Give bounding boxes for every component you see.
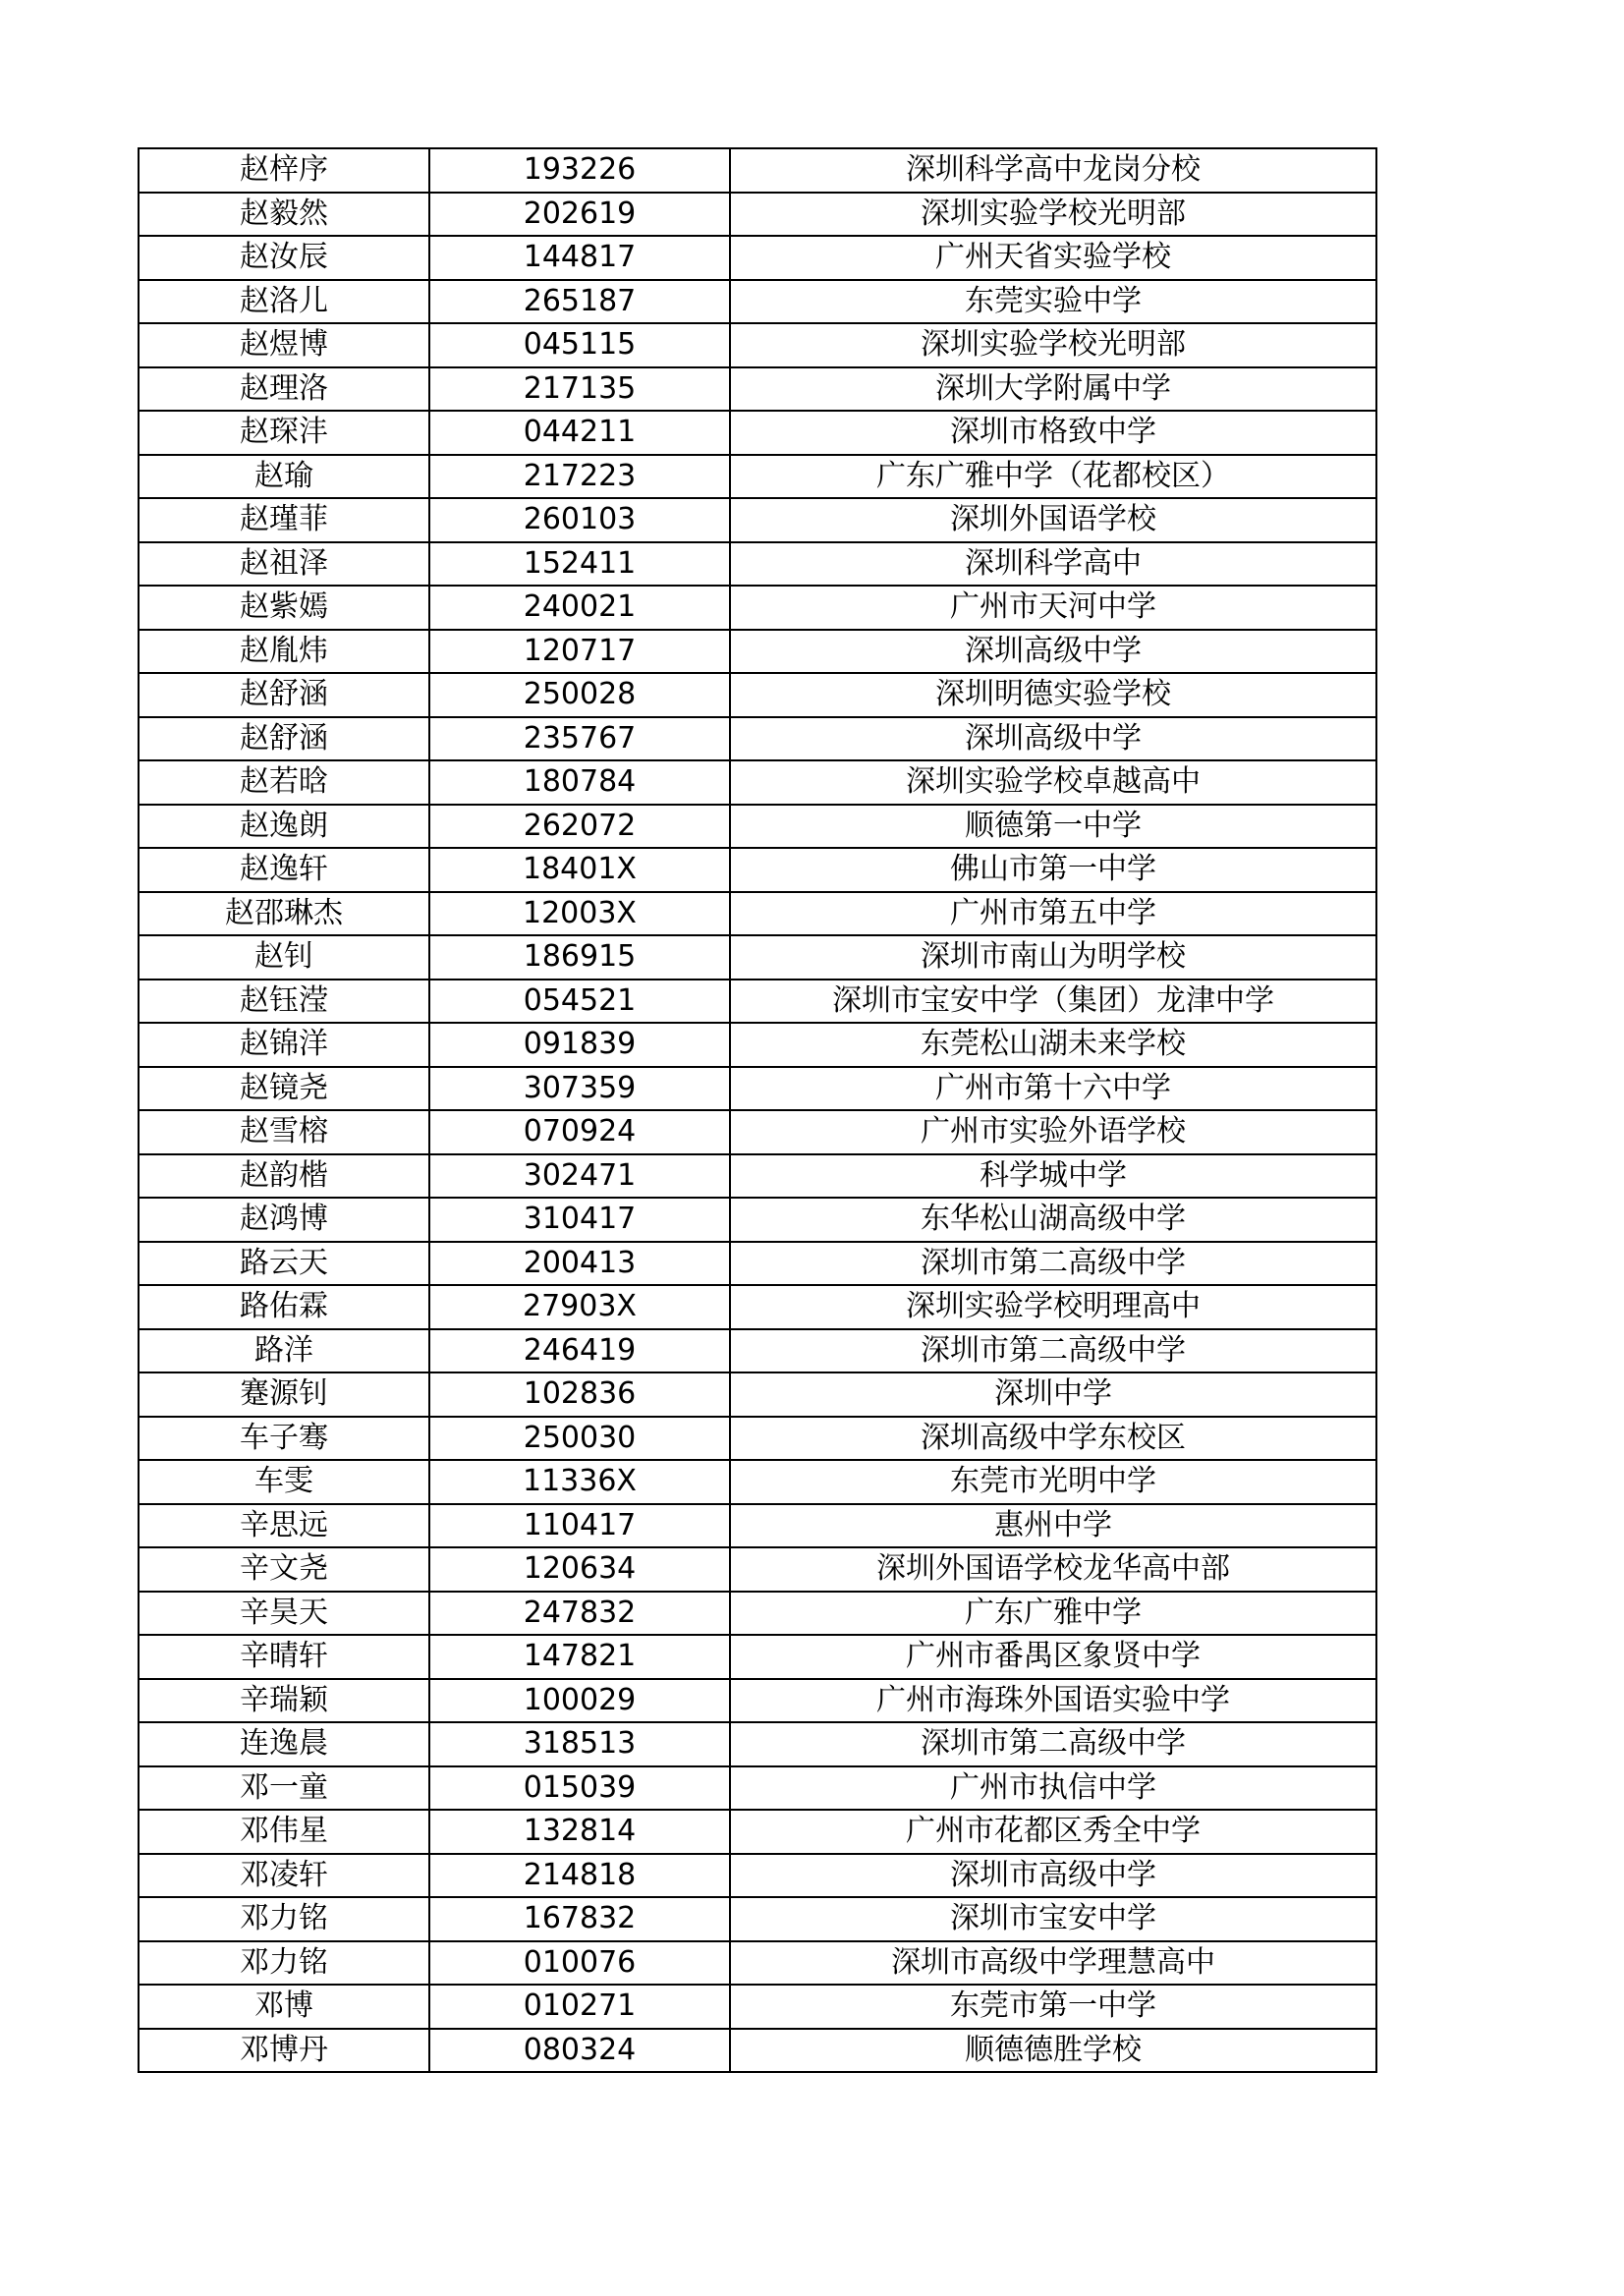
student-name-cell: 辛晴轩 [139, 1635, 429, 1679]
school-name-cell: 深圳实验学校明理高中 [730, 1285, 1376, 1329]
student-id-cell: 265187 [429, 280, 730, 324]
student-id-cell: 235767 [429, 717, 730, 761]
student-id-cell: 260103 [429, 498, 730, 542]
student-name-cell: 赵雪榕 [139, 1110, 429, 1154]
student-name-cell: 赵煜博 [139, 323, 429, 367]
student-name-cell: 赵韵楷 [139, 1154, 429, 1199]
student-name-cell: 邓博 [139, 1985, 429, 2029]
school-name-cell: 东莞松山湖未来学校 [730, 1023, 1376, 1067]
table-row [139, 1810, 1376, 1854]
school-name-cell: 广州市花都区秀全中学 [730, 1810, 1376, 1854]
student-name-cell: 赵胤炜 [139, 630, 429, 674]
student-name-cell: 赵若晗 [139, 760, 429, 805]
student-name-cell: 路洋 [139, 1329, 429, 1373]
school-name-cell: 深圳市格致中学 [730, 411, 1376, 455]
school-name-cell: 深圳中学 [730, 1372, 1376, 1417]
student-id-cell: 246419 [429, 1329, 730, 1373]
student-id-cell: 010076 [429, 1941, 730, 1986]
table-row [139, 455, 1376, 499]
school-name-cell: 深圳市第二高级中学 [730, 1329, 1376, 1373]
school-name-cell: 广州市番禺区象贤中学 [730, 1635, 1376, 1679]
table-row [139, 1023, 1376, 1067]
student-name-cell: 赵理洛 [139, 367, 429, 412]
school-name-cell: 深圳市宝安中学 [730, 1897, 1376, 1941]
student-id-cell: 152411 [429, 542, 730, 587]
student-id-cell: 11336X [429, 1460, 730, 1504]
student-id-cell: 247832 [429, 1592, 730, 1636]
student-id-cell: 262072 [429, 805, 730, 849]
student-name-cell: 车雯 [139, 1460, 429, 1504]
table-row [139, 1897, 1376, 1941]
student-id-cell: 167832 [429, 1897, 730, 1941]
student-id-cell: 044211 [429, 411, 730, 455]
student-id-cell: 102836 [429, 1372, 730, 1417]
table-row [139, 980, 1376, 1024]
table-row [139, 1198, 1376, 1242]
table-row [139, 2029, 1376, 2073]
table-row [139, 673, 1376, 717]
student-name-cell: 赵钰滢 [139, 980, 429, 1024]
student-name-cell: 赵洛儿 [139, 280, 429, 324]
table-row [139, 1154, 1376, 1199]
table-row [139, 1417, 1376, 1461]
school-name-cell: 深圳市宝安中学（集团）龙津中学 [730, 980, 1376, 1024]
student-name-cell: 赵鸿博 [139, 1198, 429, 1242]
school-name-cell: 顺德第一中学 [730, 805, 1376, 849]
school-name-cell: 广东广雅中学 [730, 1592, 1376, 1636]
student-name-cell: 辛瑞颖 [139, 1679, 429, 1723]
table-row [139, 1372, 1376, 1417]
student-name-cell: 赵梓序 [139, 148, 429, 193]
school-name-cell: 东莞市第一中学 [730, 1985, 1376, 2029]
school-name-cell: 深圳实验学校卓越高中 [730, 760, 1376, 805]
student-id-cell: 091839 [429, 1023, 730, 1067]
school-name-cell: 深圳市南山为明学校 [730, 935, 1376, 980]
student-id-cell: 214818 [429, 1854, 730, 1898]
table-row [139, 193, 1376, 237]
table-row [139, 1941, 1376, 1986]
student-id-cell: 202619 [429, 193, 730, 237]
student-name-cell: 赵逸朗 [139, 805, 429, 849]
student-name-cell: 赵紫嫣 [139, 586, 429, 630]
student-id-cell: 144817 [429, 236, 730, 280]
student-id-cell: 27903X [429, 1285, 730, 1329]
student-id-cell: 307359 [429, 1067, 730, 1111]
table-row [139, 1679, 1376, 1723]
student-name-cell: 赵瑜 [139, 455, 429, 499]
table-row [139, 1722, 1376, 1766]
school-name-cell: 深圳高级中学东校区 [730, 1417, 1376, 1461]
student-id-cell: 318513 [429, 1722, 730, 1766]
school-name-cell: 东华松山湖高级中学 [730, 1198, 1376, 1242]
table-row [139, 323, 1376, 367]
student-name-cell: 赵瑾菲 [139, 498, 429, 542]
student-id-cell: 18401X [429, 848, 730, 892]
school-name-cell: 广州市海珠外国语实验中学 [730, 1679, 1376, 1723]
school-name-cell: 深圳市第二高级中学 [730, 1242, 1376, 1286]
student-id-cell: 250028 [429, 673, 730, 717]
school-name-cell: 深圳实验学校光明部 [730, 193, 1376, 237]
school-name-cell: 广东广雅中学（花都校区） [730, 455, 1376, 499]
student-name-cell: 赵钊 [139, 935, 429, 980]
school-name-cell: 广州市第五中学 [730, 892, 1376, 936]
table-row [139, 1242, 1376, 1286]
student-id-cell: 070924 [429, 1110, 730, 1154]
school-name-cell: 深圳市高级中学理慧高中 [730, 1941, 1376, 1986]
school-name-cell: 深圳明德实验学校 [730, 673, 1376, 717]
school-name-cell: 深圳市高级中学 [730, 1854, 1376, 1898]
table-row [139, 630, 1376, 674]
student-name-cell: 赵舒涵 [139, 673, 429, 717]
student-id-cell: 100029 [429, 1679, 730, 1723]
school-name-cell: 广州天省实验学校 [730, 236, 1376, 280]
table-row [139, 1766, 1376, 1811]
school-name-cell: 东莞实验中学 [730, 280, 1376, 324]
student-name-cell: 邓力铭 [139, 1897, 429, 1941]
school-name-cell: 广州市天河中学 [730, 586, 1376, 630]
student-name-cell: 邓力铭 [139, 1941, 429, 1986]
table-row [139, 1592, 1376, 1636]
student-name-cell: 路佑霖 [139, 1285, 429, 1329]
school-name-cell: 深圳外国语学校 [730, 498, 1376, 542]
school-name-cell: 深圳高级中学 [730, 630, 1376, 674]
table-row [139, 717, 1376, 761]
student-id-cell: 080324 [429, 2029, 730, 2073]
table-row [139, 411, 1376, 455]
student-table [138, 147, 1377, 2073]
student-name-cell: 辛文尧 [139, 1547, 429, 1592]
school-name-cell: 顺德德胜学校 [730, 2029, 1376, 2073]
student-id-cell: 250030 [429, 1417, 730, 1461]
student-name-cell: 邓伟星 [139, 1810, 429, 1854]
student-id-cell: 010271 [429, 1985, 730, 2029]
student-id-cell: 302471 [429, 1154, 730, 1199]
table-row [139, 760, 1376, 805]
student-name-cell: 辛昊天 [139, 1592, 429, 1636]
student-id-cell: 12003X [429, 892, 730, 936]
table-row [139, 542, 1376, 587]
school-name-cell: 东莞市光明中学 [730, 1460, 1376, 1504]
table-row [139, 848, 1376, 892]
student-name-cell: 赵毅然 [139, 193, 429, 237]
table-row [139, 236, 1376, 280]
student-name-cell: 辛思远 [139, 1504, 429, 1548]
school-name-cell: 深圳高级中学 [730, 717, 1376, 761]
student-name-cell: 赵琛沣 [139, 411, 429, 455]
table-row [139, 1635, 1376, 1679]
student-id-cell: 193226 [429, 148, 730, 193]
student-name-cell: 赵舒涵 [139, 717, 429, 761]
student-id-cell: 240021 [429, 586, 730, 630]
student-id-cell: 132814 [429, 1810, 730, 1854]
school-name-cell: 惠州中学 [730, 1504, 1376, 1548]
student-name-cell: 赵锦洋 [139, 1023, 429, 1067]
table-row [139, 1854, 1376, 1898]
student-name-cell: 邓博丹 [139, 2029, 429, 2073]
table-row [139, 148, 1376, 193]
table-row [139, 892, 1376, 936]
student-name-cell: 赵汝辰 [139, 236, 429, 280]
table-row [139, 805, 1376, 849]
school-name-cell: 深圳科学高中 [730, 542, 1376, 587]
school-name-cell: 广州市第十六中学 [730, 1067, 1376, 1111]
student-id-cell: 180784 [429, 760, 730, 805]
school-name-cell: 深圳大学附属中学 [730, 367, 1376, 412]
school-name-cell: 深圳外国语学校龙华高中部 [730, 1547, 1376, 1592]
student-id-cell: 217223 [429, 455, 730, 499]
student-id-cell: 120634 [429, 1547, 730, 1592]
table-row [139, 1985, 1376, 2029]
table-row [139, 1285, 1376, 1329]
student-name-cell: 路云天 [139, 1242, 429, 1286]
table-row [139, 935, 1376, 980]
table-row [139, 367, 1376, 412]
student-name-cell: 连逸晨 [139, 1722, 429, 1766]
student-id-cell: 120717 [429, 630, 730, 674]
student-name-cell: 赵邵琳杰 [139, 892, 429, 936]
table-row [139, 586, 1376, 630]
student-name-cell: 赵逸轩 [139, 848, 429, 892]
table-row [139, 1110, 1376, 1154]
table-body [139, 148, 1376, 2072]
table-row [139, 280, 1376, 324]
student-name-cell: 赵镜尧 [139, 1067, 429, 1111]
student-name-cell: 赵祖泽 [139, 542, 429, 587]
school-name-cell: 广州市执信中学 [730, 1766, 1376, 1811]
student-name-cell: 邓凌轩 [139, 1854, 429, 1898]
student-id-cell: 200413 [429, 1242, 730, 1286]
table-row [139, 1460, 1376, 1504]
school-name-cell: 深圳市第二高级中学 [730, 1722, 1376, 1766]
student-name-cell: 蹇源钊 [139, 1372, 429, 1417]
student-id-cell: 217135 [429, 367, 730, 412]
student-id-cell: 054521 [429, 980, 730, 1024]
student-name-cell: 车子骞 [139, 1417, 429, 1461]
student-name-cell: 邓一童 [139, 1766, 429, 1811]
student-id-cell: 015039 [429, 1766, 730, 1811]
table-row [139, 1067, 1376, 1111]
table-row [139, 1547, 1376, 1592]
school-name-cell: 科学城中学 [730, 1154, 1376, 1199]
student-id-cell: 045115 [429, 323, 730, 367]
table-row [139, 1504, 1376, 1548]
table-row [139, 1329, 1376, 1373]
school-name-cell: 佛山市第一中学 [730, 848, 1376, 892]
student-id-cell: 186915 [429, 935, 730, 980]
student-id-cell: 110417 [429, 1504, 730, 1548]
student-id-cell: 147821 [429, 1635, 730, 1679]
school-name-cell: 深圳科学高中龙岗分校 [730, 148, 1376, 193]
school-name-cell: 深圳实验学校光明部 [730, 323, 1376, 367]
school-name-cell: 广州市实验外语学校 [730, 1110, 1376, 1154]
table-row [139, 498, 1376, 542]
student-id-cell: 310417 [429, 1198, 730, 1242]
